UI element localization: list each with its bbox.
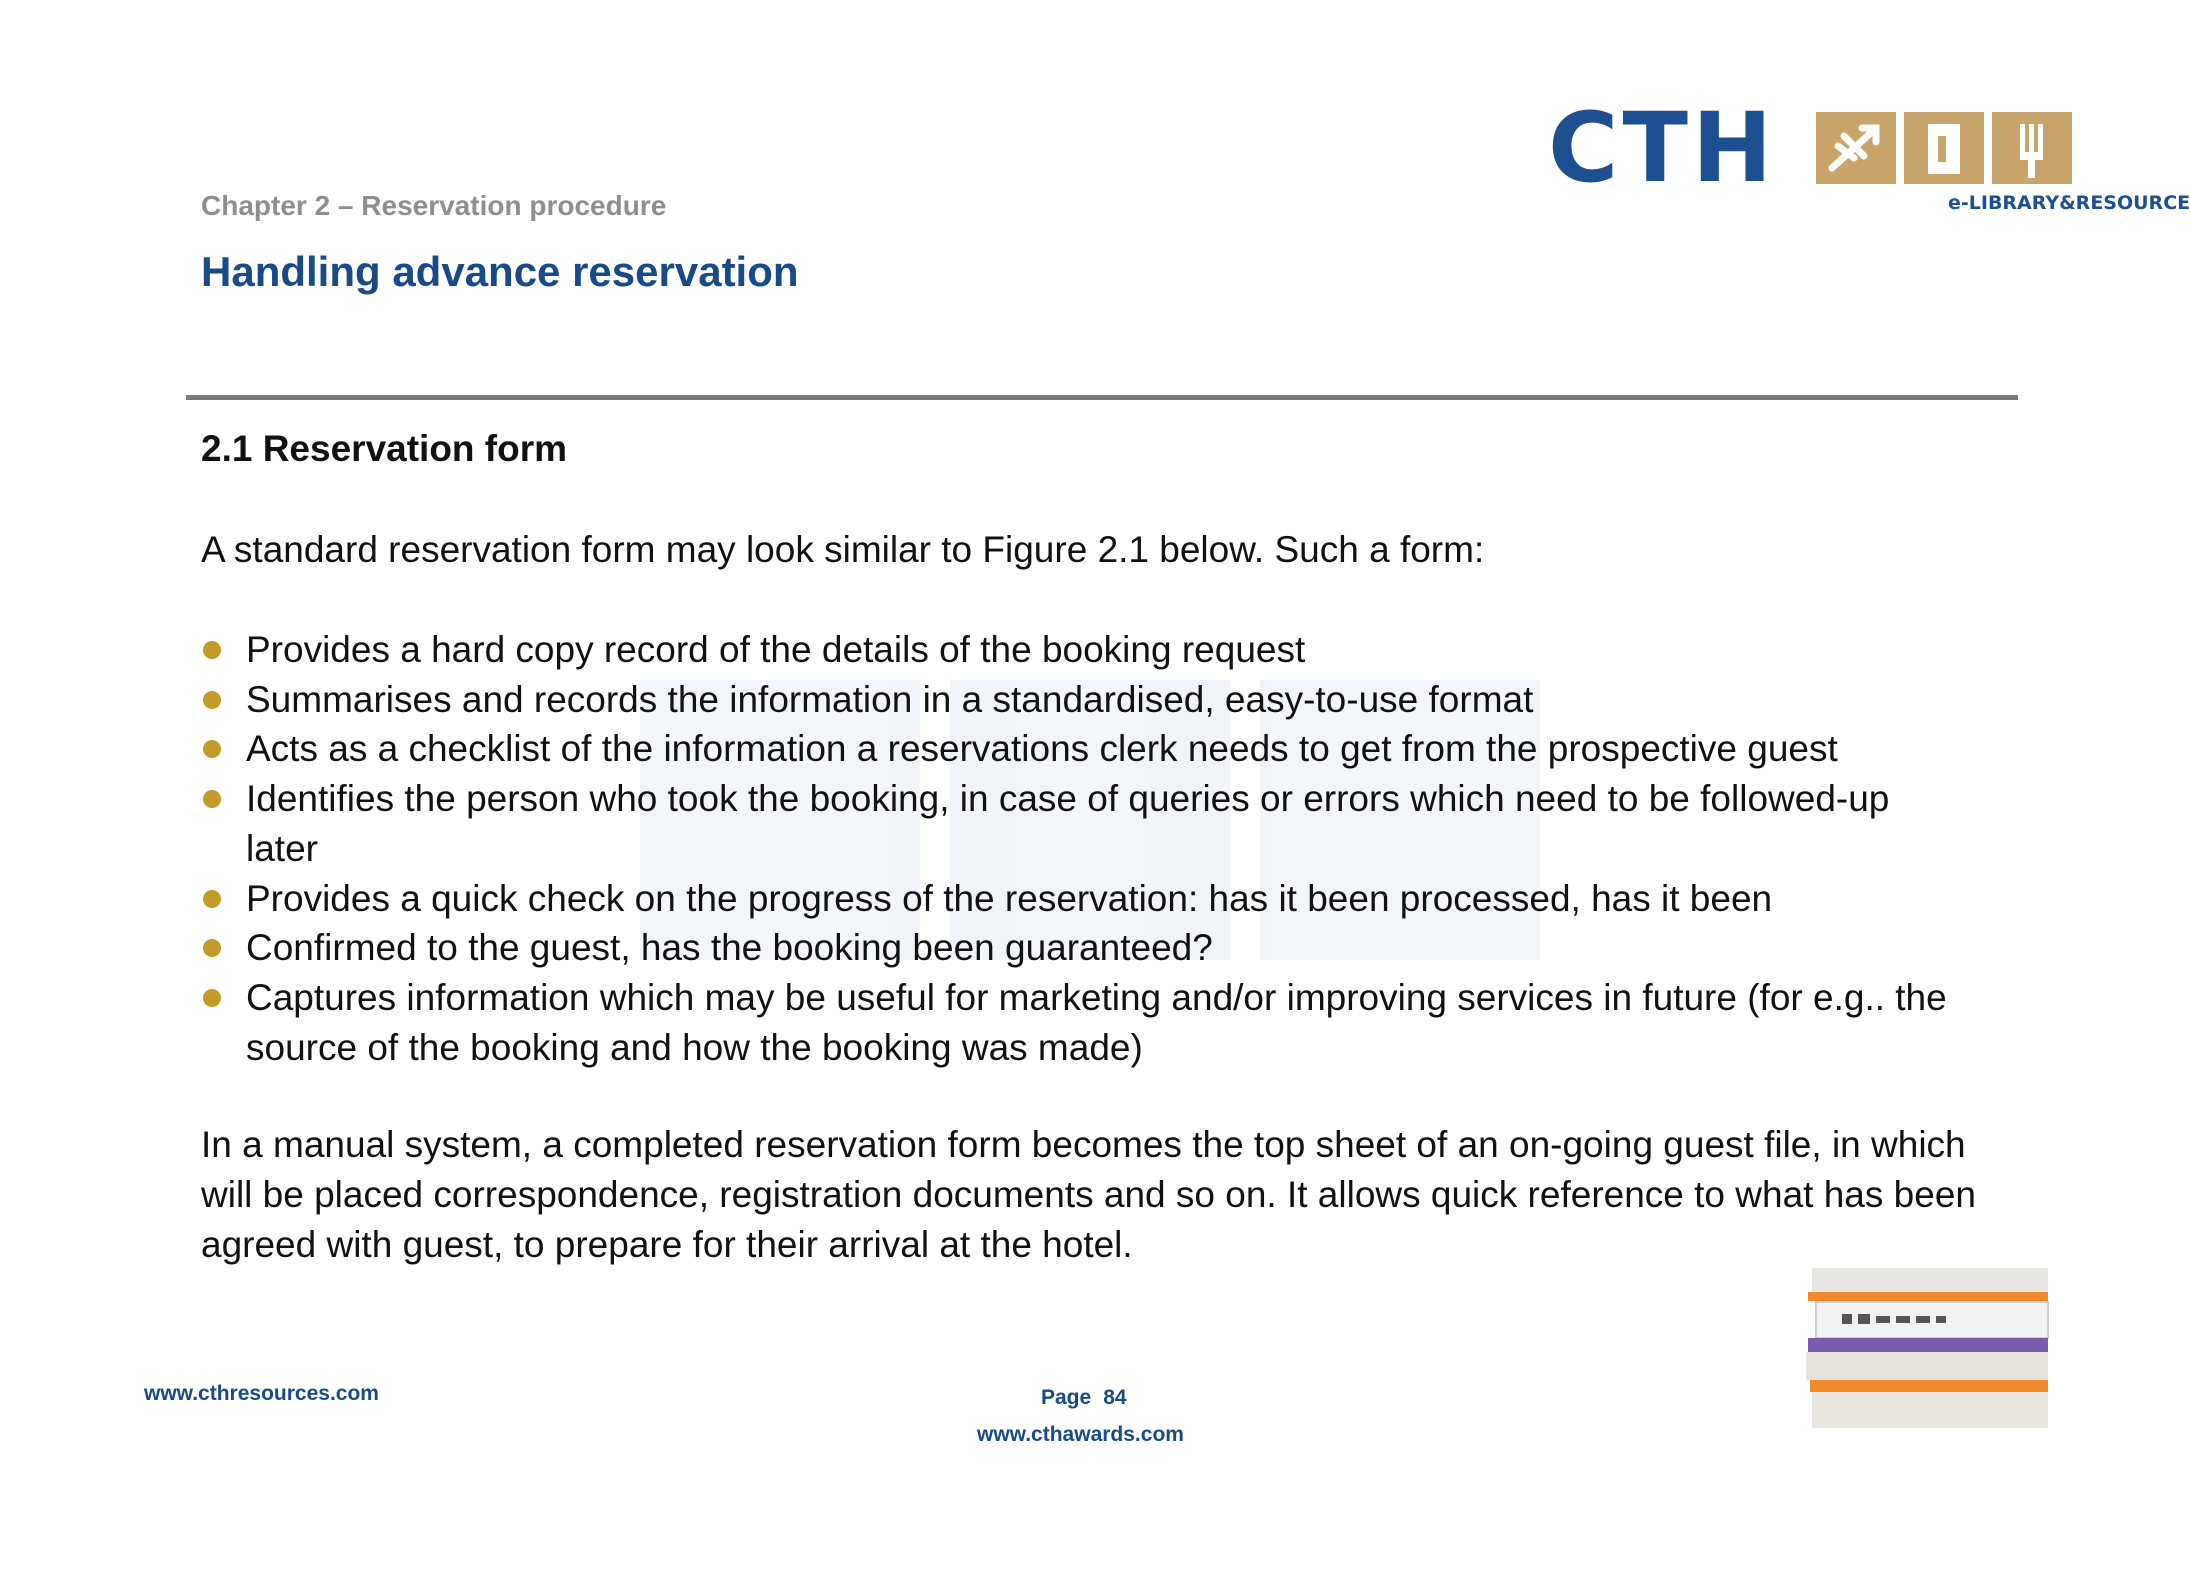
intro-paragraph: A standard reservation form may look similar to Figure 2.1 below. Such a form:	[201, 529, 1485, 570]
bullet-icon	[203, 890, 221, 908]
logo-tagline: e-LIBRARY&RESOURCE	[1948, 192, 2190, 214]
chapter-label: Chapter 2 – Reservation procedure	[201, 190, 667, 221]
list-item	[201, 675, 1961, 725]
list-item	[201, 973, 1961, 1072]
footer-resources-link[interactable]: www.cthresources.com	[144, 1382, 379, 1405]
page-label: Page	[1041, 1386, 1092, 1409]
bullet-icon	[203, 691, 221, 709]
logo-wordmark: CTH	[1548, 92, 1777, 204]
page-number	[1041, 1386, 1139, 1410]
bullet-icon	[203, 740, 221, 758]
list-item-text: Provides a quick check on the progress of the reservation: has it been processed, has it been	[246, 877, 1773, 919]
footer-awards-link[interactable]: www.cthawards.com	[977, 1423, 1184, 1446]
fork-icon	[1992, 112, 2072, 184]
bullet-icon	[203, 790, 221, 808]
list-item-text: Acts as a checklist of the information a reservations clerk needs to get from the prospective guest	[246, 728, 1838, 770]
list-item-text: Summarises and records the information in a standardised, easy-to-use format	[246, 678, 1534, 720]
list-item-text: Identifies the person who took the booking, in case of queries or errors which need to be followed-up later	[246, 778, 1890, 869]
list-item	[201, 874, 1961, 924]
bullet-list	[201, 625, 1961, 1072]
list-item	[201, 625, 1961, 675]
closing-paragraph: In a manual system, a completed reservation form becomes the top sheet of an on-going guest file, in which will be placed correspondence, registration documents and so on. It allows quick reference to what has been agreed with guest, to prepare for their arrival at the hotel.	[201, 1124, 1976, 1265]
books-stack-image	[1802, 1262, 2048, 1432]
bullet-icon	[203, 939, 221, 957]
list-item	[201, 724, 1961, 774]
hotel-door-icon	[1904, 112, 1984, 184]
list-item	[201, 923, 1961, 973]
bullet-icon	[203, 989, 221, 1007]
list-item	[201, 774, 1961, 873]
cth-logo	[1548, 92, 2190, 230]
plane-icon	[1816, 112, 1896, 184]
page-title: Handling advance reservation	[201, 248, 799, 295]
list-item-text: Provides a hard copy record of the details of the booking request	[246, 629, 1306, 670]
page-number-value: 84	[1103, 1386, 1127, 1409]
list-item-text: Captures information which may be useful for marketing and/or improving services in future (for e.g.. the source of the booking and how the booking was made)	[246, 976, 1947, 1068]
header-divider	[186, 395, 2018, 400]
section-heading: 2.1 Reservation form	[201, 428, 568, 469]
bullet-icon	[203, 641, 221, 659]
list-item-text: Confirmed to the guest, has the booking been guaranteed?	[246, 927, 1213, 969]
